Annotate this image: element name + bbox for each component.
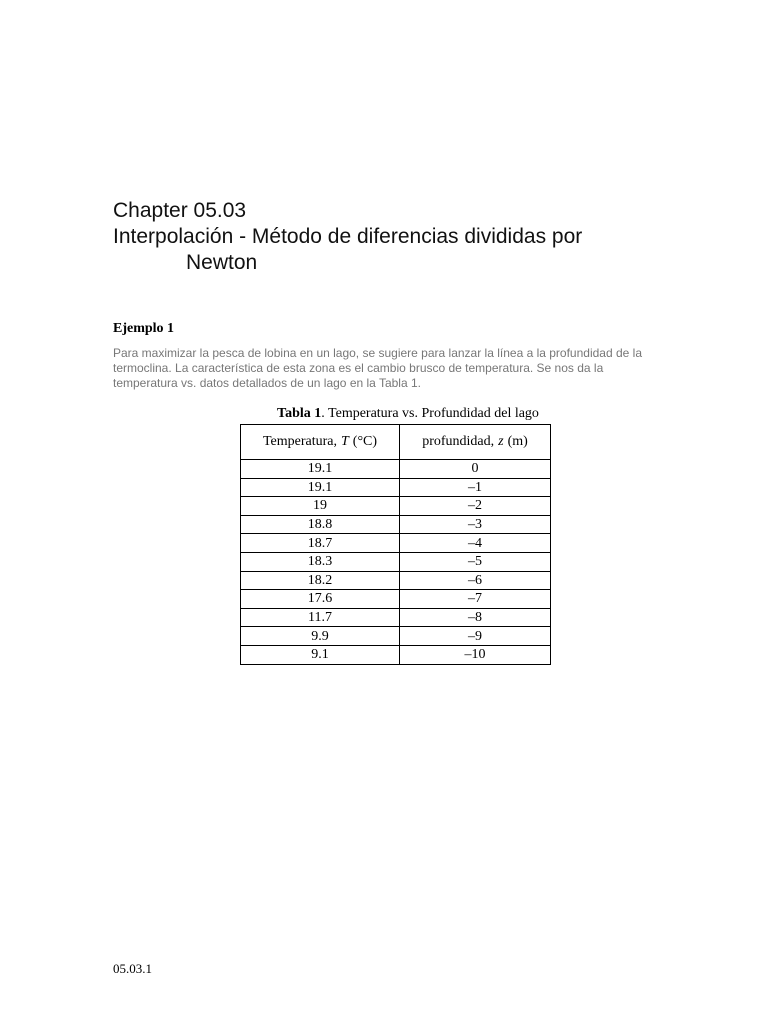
depth-cell: –6 [400, 571, 551, 590]
example-heading: Ejemplo 1 [113, 321, 175, 336]
table-header-row [241, 425, 551, 460]
table-row [241, 645, 551, 664]
example-body [113, 346, 673, 391]
temperature-cell: 17.6 [241, 590, 400, 609]
table-row [241, 571, 551, 590]
temperature-cell: 9.9 [241, 627, 400, 646]
depth-cell: –5 [400, 552, 551, 571]
temperature-cell: 11.7 [241, 608, 400, 627]
table-row [241, 460, 551, 479]
depth-cell: –2 [400, 497, 551, 516]
depth-cell: –9 [400, 627, 551, 646]
depth-cell: –4 [400, 534, 551, 553]
table-row [241, 608, 551, 627]
table-caption [240, 406, 576, 422]
depth-cell: –7 [400, 590, 551, 609]
depth-unit: (m) [507, 434, 528, 449]
chapter-title [113, 198, 713, 276]
table-row [241, 627, 551, 646]
page-number: 05.03.1 [113, 961, 152, 976]
example-body-line: termoclina. La característica de esta zona es el cambio brusco de temperatura. Se nos da la [113, 361, 604, 375]
chapter-title-continuation: Newton [186, 251, 258, 274]
table-row [241, 497, 551, 516]
depth-cell: –8 [400, 608, 551, 627]
table-row [241, 515, 551, 534]
temperature-cell: 18.7 [241, 534, 400, 553]
temperature-cell: 9.1 [241, 645, 400, 664]
temperature-symbol: T [340, 434, 349, 449]
temperature-cell: 18.2 [241, 571, 400, 590]
temperature-unit: (°C) [352, 434, 378, 449]
header-temperature [241, 425, 400, 460]
temperature-cell: 18.8 [241, 515, 400, 534]
temperature-cell: 19 [241, 497, 400, 516]
temperature-cell: 19.1 [241, 460, 400, 479]
header-temperature-label: Temperatura, [262, 434, 337, 449]
table-row [241, 478, 551, 497]
table-caption-text: . Temperatura vs. Profundidad del lago [321, 406, 539, 421]
table-caption-label: Tabla 1 [277, 406, 322, 421]
depth-cell: –10 [400, 645, 551, 664]
temperature-depth-table [240, 424, 551, 665]
table-row [241, 590, 551, 609]
temperature-cell: 18.3 [241, 552, 400, 571]
depth-cell: –3 [400, 515, 551, 534]
table-row [241, 534, 551, 553]
depth-symbol: z [498, 434, 504, 449]
example-body-line: temperatura vs. datos detallados de un lago en la Tabla 1. [113, 376, 421, 390]
depth-cell: –1 [400, 478, 551, 497]
chapter-title-line: Interpolación - Método de diferencias divididas por [113, 225, 583, 248]
header-depth [400, 425, 551, 460]
table-row [241, 552, 551, 571]
header-depth-label: profundidad, [422, 434, 495, 449]
temperature-cell: 19.1 [241, 478, 400, 497]
chapter-number: Chapter 05.03 [113, 199, 247, 222]
depth-cell: 0 [400, 460, 551, 479]
example-body-line: Para maximizar la pesca de lobina en un lago, se sugiere para lanzar la línea a la profundidad de la [113, 346, 642, 360]
